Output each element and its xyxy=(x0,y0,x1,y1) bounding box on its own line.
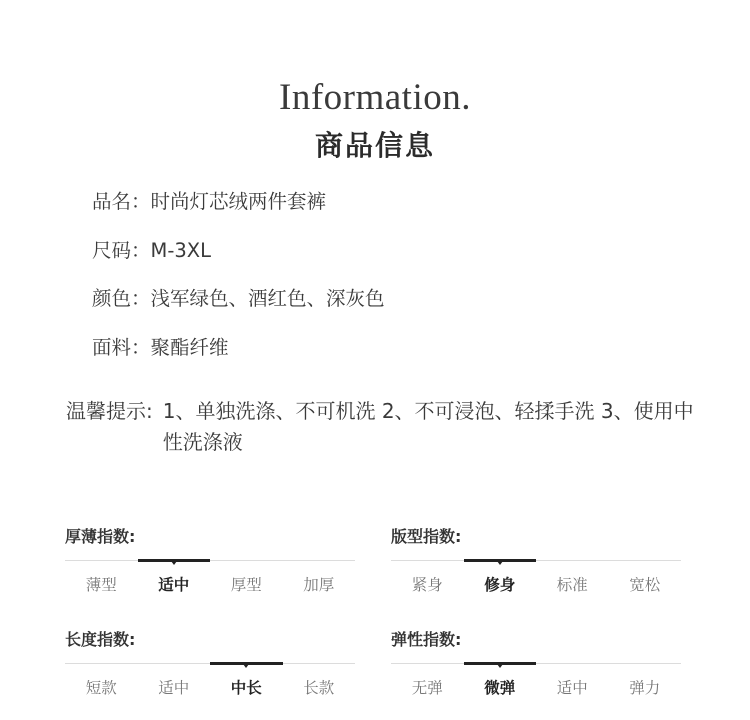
info-row-fabric xyxy=(92,332,385,381)
scale-option: 厚型 xyxy=(230,576,262,594)
info-value: 聚酯纤维 xyxy=(150,335,229,359)
info-label: 品名： xyxy=(92,190,151,213)
chinese-title: 商品信息 xyxy=(314,129,435,162)
length-index xyxy=(65,627,355,704)
metric-scale xyxy=(65,560,355,601)
care-tips-label: 温馨提示: xyxy=(66,399,153,423)
english-title: Information. xyxy=(279,77,471,118)
scale-option: 薄型 xyxy=(85,576,117,594)
selection-marker xyxy=(464,559,537,562)
info-label: 尺码： xyxy=(92,238,151,262)
metric-title: 版型指数: xyxy=(391,527,462,546)
scale-option: 微弹 xyxy=(484,679,516,697)
scale-option: 标准 xyxy=(556,576,588,594)
selection-marker xyxy=(464,662,537,665)
scale-option: 长款 xyxy=(303,679,335,697)
care-tips xyxy=(66,396,706,458)
scale-option: 适中 xyxy=(158,679,190,697)
selection-marker xyxy=(138,559,211,562)
info-value: M-3XL xyxy=(150,238,212,262)
scale-option: 短款 xyxy=(85,679,117,697)
scale-option: 弹力 xyxy=(629,679,661,697)
metric-scale xyxy=(391,560,681,601)
scale-option: 紧身 xyxy=(411,576,443,594)
product-info-list xyxy=(92,186,385,380)
fit-index xyxy=(391,524,681,601)
scale-option: 适中 xyxy=(556,679,588,697)
metric-title: 长度指数: xyxy=(65,630,136,649)
metric-title: 厚薄指数: xyxy=(65,527,136,546)
info-value: 浅军绿色、酒红色、深灰色 xyxy=(150,287,385,310)
scale-option: 适中 xyxy=(158,576,190,594)
scale-option: 加厚 xyxy=(303,576,335,594)
metric-scale xyxy=(65,663,355,704)
info-row-size xyxy=(92,235,385,284)
selection-marker xyxy=(210,662,283,665)
scale-option: 修身 xyxy=(484,576,516,594)
info-row-color xyxy=(92,283,385,332)
info-label: 颜色： xyxy=(92,287,151,310)
info-label: 面料： xyxy=(92,335,151,359)
elasticity-index xyxy=(391,627,681,704)
scale-option: 中长 xyxy=(230,679,262,697)
info-value: 时尚灯芯绒两件套裤 xyxy=(150,190,327,213)
thickness-index xyxy=(65,524,355,601)
care-tips-text: 1、单独洗涤、不可机洗 2、不可浸泡、轻揉手洗 3、使用中性洗涤液 xyxy=(162,399,694,454)
metric-scale xyxy=(391,663,681,704)
metric-title: 弹性指数: xyxy=(391,630,462,649)
scale-option: 无弹 xyxy=(411,679,443,697)
scale-option: 宽松 xyxy=(629,576,661,594)
info-row-name xyxy=(92,186,385,235)
